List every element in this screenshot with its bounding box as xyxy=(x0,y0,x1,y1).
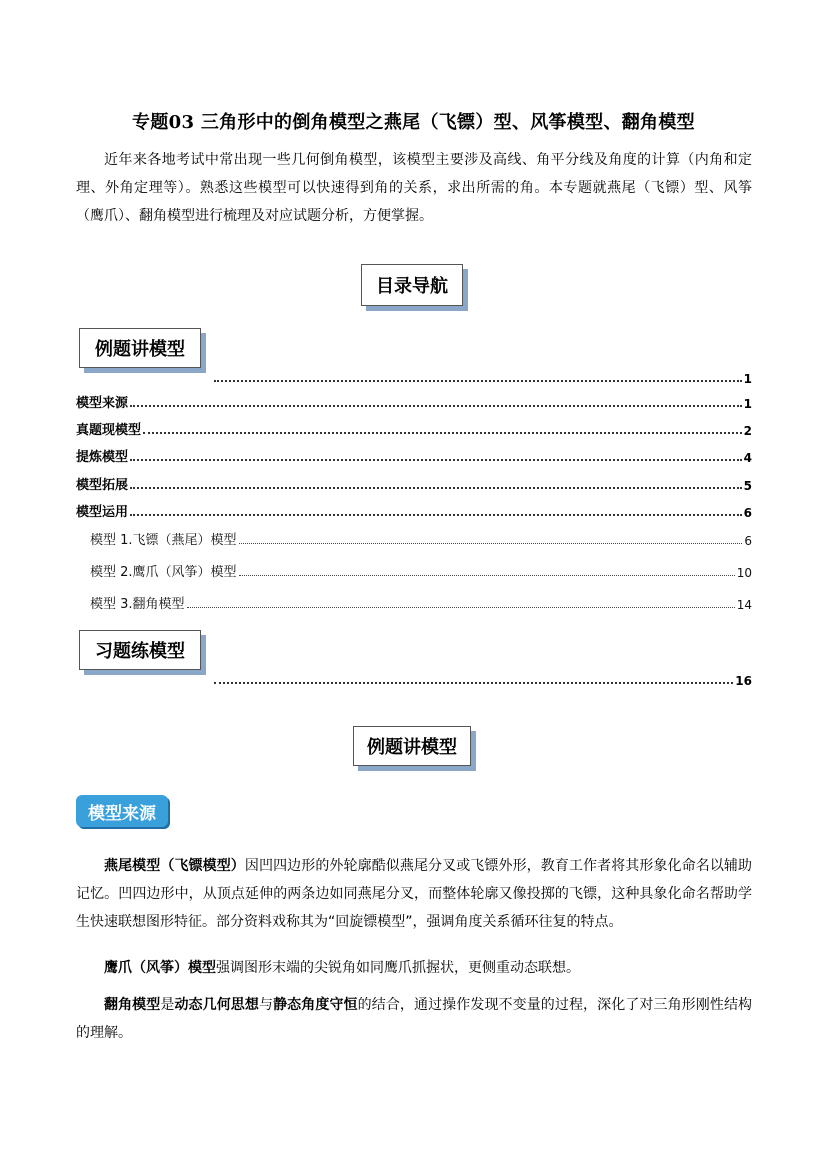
toc-row-practice[interactable] xyxy=(212,668,752,688)
toc-header-label: 目录导航 xyxy=(376,276,448,297)
toc-page: 10 xyxy=(736,566,752,580)
section-heading-example-box xyxy=(353,726,471,766)
tag-model-source: 模型来源 xyxy=(76,795,168,827)
toc-label: 模型来源 xyxy=(76,396,129,411)
toc-page: 6 xyxy=(743,506,752,520)
paragraph-text: 是 xyxy=(160,997,175,1013)
term-eagle-claw: 鹰爪（风筝）模型 xyxy=(104,960,216,976)
toc-label: 模型 1.飞镖（燕尾）模型 xyxy=(90,533,237,548)
toc-label: 提炼模型 xyxy=(76,450,129,465)
toc-leader xyxy=(130,514,742,516)
toc-page: 6 xyxy=(744,534,752,548)
toc-row-model-3[interactable] xyxy=(90,592,752,612)
toc-leader xyxy=(143,432,742,434)
paragraph-text: 的结合，通过操作发现不变量的过程，深化了对三角形刚性结构的理解。 xyxy=(76,997,753,1041)
section-practice-box xyxy=(79,630,201,670)
paragraph-text: 强调图形末端的尖锐角如同鹰爪抓握状，更侧重动态联想。 xyxy=(216,960,580,976)
section-example-box xyxy=(79,328,201,368)
toc-page: 5 xyxy=(743,479,752,493)
toc-page: 2 xyxy=(743,424,752,438)
toc-row-model-application[interactable] xyxy=(76,500,752,520)
toc-page: 16 xyxy=(735,674,752,688)
toc-header-box xyxy=(361,264,463,306)
intro-paragraph: 近年来各地考试中常出现一些几何倒角模型，该模型主要涉及高线、角平分线及角度的计算（内角和定理、外角定理等）。熟悉这些模型可以快速得到角的关系，求出所需的角。本专题就燕尾（飞镖）型、风筝（鹰爪）、翻角模型进行梳理及对应试题分析，方便掌握。 xyxy=(76,152,752,224)
term-swallowtail: 燕尾模型（飞镖模型） xyxy=(104,858,245,874)
paragraph-text: 与 xyxy=(259,997,274,1013)
toc-leader xyxy=(130,405,742,407)
toc-label: 模型 3.翻角模型 xyxy=(90,597,185,612)
term-static-angle: 静态角度守恒 xyxy=(273,997,358,1013)
toc-leader xyxy=(214,682,733,684)
toc-leader xyxy=(130,459,742,461)
toc-label: 模型 2.鹰爪（风筝）模型 xyxy=(90,565,237,580)
paragraph-text: 因凹四边形的外轮廓酷似燕尾分叉或飞镖外形，教育工作者将其形象化命名以辅助记忆。凹四边形中，从顶点延伸的两条边如同燕尾分叉，而整体轮廓又像投掷的飞镖，这种具象化命名帮助学生快速联想图形特征。部分资料戏称其为“回旋镖模型”，强调角度关系循环往复的特点。 xyxy=(76,858,752,930)
toc-row-model-1[interactable] xyxy=(90,528,752,548)
toc-label: 模型拓展 xyxy=(76,478,129,493)
paragraph-eagle-claw xyxy=(76,954,752,982)
section-example-label: 例题讲模型 xyxy=(95,339,185,360)
toc-page: 4 xyxy=(743,451,752,465)
toc-page: 14 xyxy=(736,598,752,612)
term-flip-angle: 翻角模型 xyxy=(104,997,161,1013)
section-practice-label: 习题练模型 xyxy=(95,641,185,662)
paragraph-flip-angle xyxy=(76,991,752,1047)
toc-leader xyxy=(214,380,742,382)
toc-leader xyxy=(239,543,743,544)
toc-row-real-questions[interactable] xyxy=(76,418,752,438)
term-dynamic-geometry: 动态几何思想 xyxy=(174,997,259,1013)
toc-label: 模型运用 xyxy=(76,505,129,520)
toc-row-model-extension[interactable] xyxy=(76,473,752,493)
toc-row-refine-model[interactable] xyxy=(76,445,752,465)
toc-row-example[interactable] xyxy=(212,366,752,386)
toc-leader xyxy=(187,607,735,608)
toc-page: 1 xyxy=(743,372,752,386)
toc-page: 1 xyxy=(743,397,752,411)
toc-leader xyxy=(130,487,742,489)
toc-row-model-source[interactable] xyxy=(76,391,752,411)
toc-label: 真题现模型 xyxy=(76,423,142,438)
toc-row-model-2[interactable] xyxy=(90,560,752,580)
section-heading-example: 例题讲模型 xyxy=(367,737,457,758)
toc-leader xyxy=(239,575,735,576)
paragraph-swallowtail xyxy=(76,852,752,936)
document-title: 专题03 三角形中的倒角模型之燕尾（飞镖）型、风筝模型、翻角模型 xyxy=(132,112,695,133)
